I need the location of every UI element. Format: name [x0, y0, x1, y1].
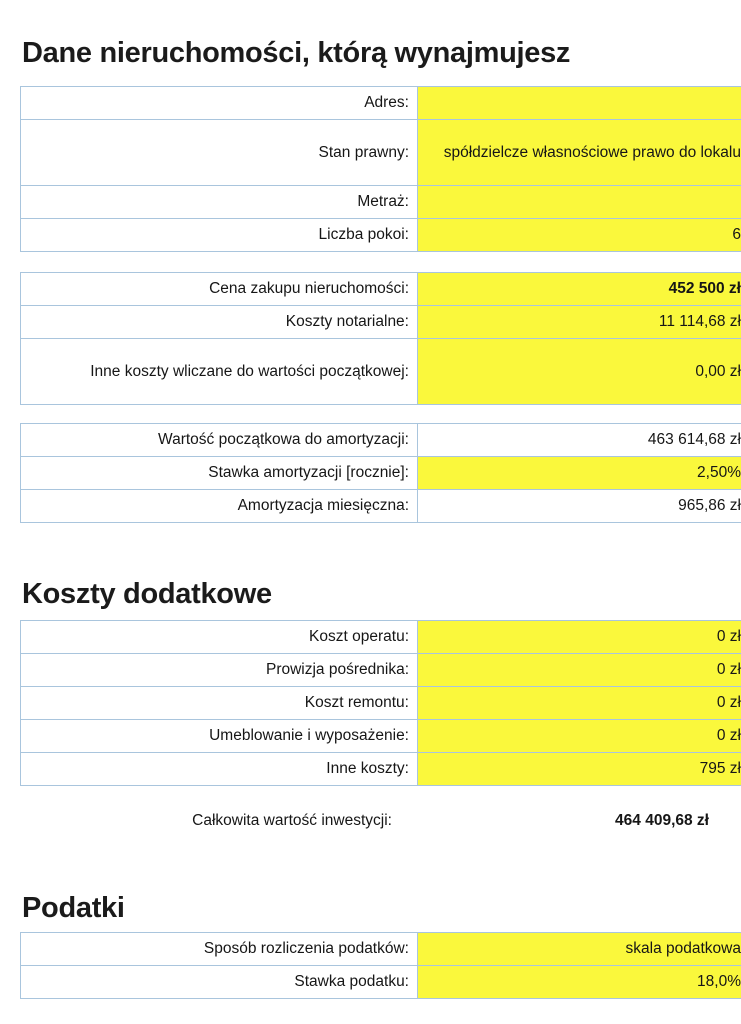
additional-cost-label: Prowizja pośrednika:: [21, 654, 418, 687]
property-value-cell[interactable]: 6: [418, 219, 741, 252]
property-label: Stan prawny:: [21, 120, 418, 186]
amortization-value-cell: 965,86 zł: [418, 490, 741, 523]
table-row: [21, 966, 741, 999]
tax-value-cell[interactable]: skala podatkowa: [418, 933, 741, 966]
amortization-label: Stawka amortyzacji [rocznie]:: [21, 457, 418, 490]
total-investment-row: [20, 810, 717, 832]
additional-cost-value-cell[interactable]: 0 zł: [418, 621, 741, 654]
taxes-rows: [21, 933, 741, 999]
purchase-cost-label: Inne koszty wliczane do wartości początkowej:: [21, 339, 418, 405]
amortization-table: [20, 423, 741, 523]
table-row: [21, 490, 741, 523]
purchase-cost-value-cell[interactable]: 11 114,68 zł: [418, 306, 741, 339]
property-data-table: [20, 86, 741, 252]
additional-cost-value-cell[interactable]: 795 zł: [418, 753, 741, 786]
additional-cost-label: Inne koszty:: [21, 753, 418, 786]
amortization-value-cell[interactable]: 2,50%: [418, 457, 741, 490]
amortization-label: Amortyzacja miesięczna:: [21, 490, 418, 523]
property-label: Metraż:: [21, 186, 418, 219]
table-row: [21, 424, 741, 457]
property-value-cell[interactable]: spółdzielcze własnościowe prawo do lokalu: [418, 120, 741, 186]
total-investment-value: 464 409,68 zł: [615, 812, 709, 829]
tax-label: Sposób rozliczenia podatków:: [21, 933, 418, 966]
additional-cost-label: Koszt operatu:: [21, 621, 418, 654]
table-row: [21, 186, 741, 219]
table-row: [21, 339, 741, 405]
table-row: [21, 457, 741, 490]
purchase-cost-value-cell[interactable]: 0,00 zł: [418, 339, 741, 405]
amortization-rows: [21, 424, 741, 523]
table-row: [21, 120, 741, 186]
table-row: [21, 273, 741, 306]
table-row: [21, 933, 741, 966]
property-value-cell[interactable]: [418, 186, 741, 219]
section-title-additional-costs: Koszty dodatkowe: [22, 578, 272, 611]
property-label: Adres:: [21, 87, 418, 120]
table-row: [21, 621, 741, 654]
amortization-label: Wartość początkowa do amortyzacji:: [21, 424, 418, 457]
table-row: [21, 219, 741, 252]
table-row: [21, 753, 741, 786]
purchase-costs-table: [20, 272, 741, 405]
purchase-costs-rows: [21, 273, 741, 405]
property-value-cell[interactable]: [418, 87, 741, 120]
table-row: [21, 687, 741, 720]
property-label: Liczba pokoi:: [21, 219, 418, 252]
taxes-table: [20, 932, 741, 999]
additional-costs-rows: [21, 621, 741, 786]
page-title: Dane nieruchomości, którą wynajmujesz: [22, 37, 571, 70]
section-title-taxes: Podatki: [22, 892, 125, 925]
table-row: [21, 654, 741, 687]
table-row: [21, 720, 741, 753]
additional-cost-value-cell[interactable]: 0 zł: [418, 687, 741, 720]
amortization-value-cell: 463 614,68 zł: [418, 424, 741, 457]
additional-cost-label: Koszt remontu:: [21, 687, 418, 720]
purchase-cost-value-cell[interactable]: 452 500 zł: [418, 273, 741, 306]
property-data-rows: [21, 87, 741, 252]
table-row: [21, 87, 741, 120]
additional-cost-value-cell[interactable]: 0 zł: [418, 720, 741, 753]
tax-label: Stawka podatku:: [21, 966, 418, 999]
additional-cost-value-cell[interactable]: 0 zł: [418, 654, 741, 687]
tax-value-cell[interactable]: 18,0%: [418, 966, 741, 999]
total-investment-label: Całkowita wartość inwestycji:: [192, 812, 392, 829]
additional-cost-label: Umeblowanie i wyposażenie:: [21, 720, 418, 753]
additional-costs-table: [20, 620, 741, 786]
table-row: [21, 306, 741, 339]
purchase-cost-label: Cena zakupu nieruchomości:: [21, 273, 418, 306]
purchase-cost-label: Koszty notarialne:: [21, 306, 418, 339]
